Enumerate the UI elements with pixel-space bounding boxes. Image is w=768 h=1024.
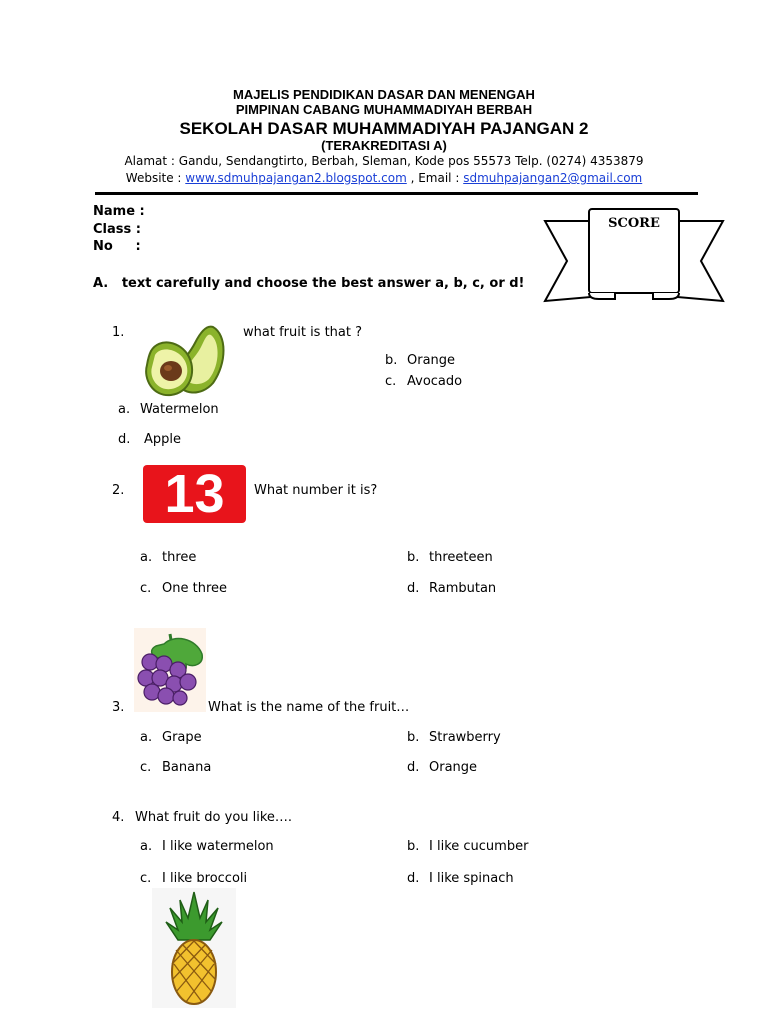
- header-line-1: MAJELIS PENDIDIKAN DASAR DAN MENENGAH: [233, 87, 535, 102]
- q3-option-a[interactable]: [140, 730, 202, 745]
- pineapple-icon: [152, 888, 236, 1008]
- q1-option-b[interactable]: [385, 353, 455, 368]
- score-box: [543, 207, 725, 305]
- q2-option-a[interactable]: [140, 550, 196, 565]
- accreditation: (TERAKREDITASI A): [321, 138, 447, 153]
- q4-text: What fruit do you like….: [135, 810, 293, 825]
- number-13-icon: 13: [143, 465, 246, 523]
- q1-option-a-text: Watermelon: [140, 402, 219, 417]
- address: Alamat : Gandu, Sendangtirto, Berbah, Sleman, Kode pos 55573 Telp. (0274) 4353879: [124, 154, 644, 168]
- q3-option-d[interactable]: [407, 760, 477, 775]
- q3-option-c[interactable]: [140, 760, 211, 775]
- q3-option-b[interactable]: [407, 730, 501, 745]
- no-field-label: No :: [93, 239, 141, 254]
- q2-option-b-text: threeteen: [429, 550, 493, 565]
- q4-option-b-letter: b.: [407, 839, 420, 854]
- q1-option-c[interactable]: [385, 374, 462, 389]
- q4-option-a[interactable]: [140, 839, 274, 854]
- q1-text: what fruit is that ?: [243, 325, 363, 340]
- q2-option-c-letter: c.: [140, 581, 152, 596]
- email-link[interactable]: sdmuhpajangan2@gmail.com: [463, 171, 643, 185]
- q4-number: 4.: [112, 810, 125, 825]
- q2-option-b-letter: b.: [407, 550, 420, 565]
- q1-option-d[interactable]: [118, 432, 181, 447]
- contact-line: [0, 171, 768, 185]
- q3-option-d-text: Orange: [429, 760, 478, 775]
- q1-option-a-letter: a.: [118, 402, 131, 417]
- avocado-icon: [143, 323, 228, 398]
- score-label: SCORE: [608, 216, 660, 231]
- q4-option-c[interactable]: [140, 871, 247, 886]
- q2-option-b[interactable]: [407, 550, 493, 565]
- q2-option-d-text: Rambutan: [429, 581, 497, 596]
- email-label: , Email :: [406, 171, 464, 185]
- q4-option-d[interactable]: [407, 871, 514, 886]
- website-link[interactable]: www.sdmuhpajangan2.blogspot.com: [185, 171, 407, 185]
- q3-option-d-letter: d.: [407, 760, 420, 775]
- q2-text: What number it is?: [254, 483, 378, 498]
- q4-option-c-text: I like broccoli: [162, 871, 248, 886]
- q1-option-d-letter: d.: [118, 432, 131, 447]
- grape-image: [134, 628, 206, 712]
- avocado-image: [143, 323, 228, 398]
- pineapple-image: [152, 888, 236, 1008]
- q4-option-d-letter: d.: [407, 871, 420, 886]
- q3-option-c-text: Banana: [162, 760, 212, 775]
- header-divider: [95, 192, 698, 195]
- q3-number: 3.: [112, 700, 125, 715]
- q4-option-b[interactable]: [407, 839, 528, 854]
- grape-icon: [134, 628, 206, 712]
- q3-option-a-text: Grape: [162, 730, 202, 745]
- q1-option-c-text: Avocado: [407, 374, 463, 389]
- q2-number: 2.: [112, 483, 125, 498]
- q2-option-a-letter: a.: [140, 550, 153, 565]
- header-line-2: PIMPINAN CABANG MUHAMMADIYAH BERBAH: [235, 102, 533, 117]
- q4-option-c-letter: c.: [140, 871, 152, 886]
- q3-option-b-text: Strawberry: [429, 730, 501, 745]
- q2-option-c[interactable]: [140, 581, 227, 596]
- class-field-label: Class :: [93, 222, 141, 237]
- q1-option-c-letter: c.: [385, 374, 397, 389]
- website-label: Website :: [125, 171, 186, 185]
- q4-option-d-text: I like spinach: [429, 871, 514, 886]
- q1-option-a[interactable]: [118, 402, 219, 417]
- q2-option-a-text: three: [162, 550, 197, 565]
- q3-text: What is the name of the fruit…: [208, 700, 410, 715]
- q3-option-c-letter: c.: [140, 760, 152, 775]
- q3-option-b-letter: b.: [407, 730, 420, 745]
- q4-option-a-letter: a.: [140, 839, 153, 854]
- q1-option-b-text: Orange: [407, 353, 456, 368]
- q1-option-b-letter: b.: [385, 353, 398, 368]
- q1-option-d-text: Apple: [144, 432, 182, 447]
- q4-option-a-text: I like watermelon: [162, 839, 274, 854]
- q4-option-b-text: I like cucumber: [429, 839, 529, 854]
- q2-option-c-text: One three: [162, 581, 227, 596]
- q1-number: 1.: [112, 325, 125, 340]
- name-field-label: Name :: [93, 204, 145, 219]
- instruction: A. text carefully and choose the best answer a, b, c, or d!: [93, 276, 525, 291]
- school-name: SEKOLAH DASAR MUHAMMADIYAH PAJANGAN 2: [179, 119, 589, 138]
- q2-option-d[interactable]: [407, 581, 496, 596]
- q2-option-d-letter: d.: [407, 581, 420, 596]
- q3-option-a-letter: a.: [140, 730, 153, 745]
